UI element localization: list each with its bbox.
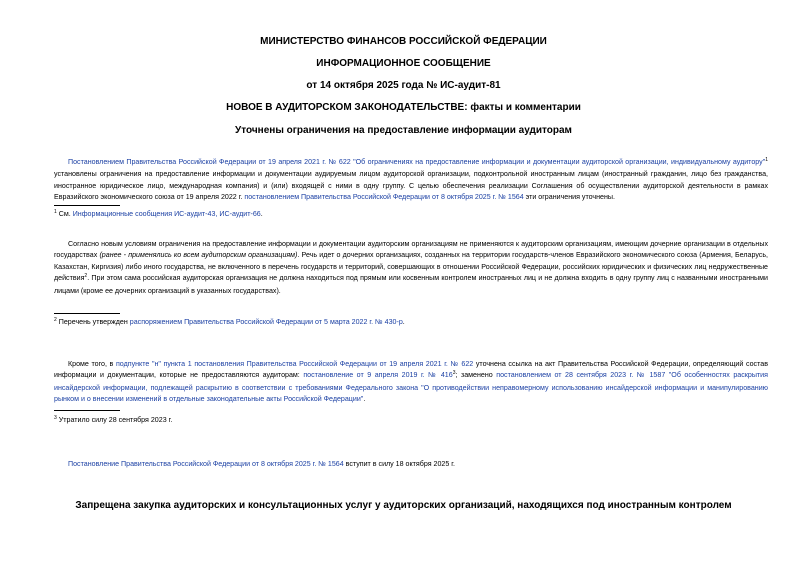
footnote-ref-2[interactable]: 2 <box>84 273 88 280</box>
paragraph-reference-update <box>54 359 768 406</box>
paragraph-text: . <box>363 395 366 404</box>
paragraph-text: эти ограничения уточнены. <box>523 193 615 202</box>
footnote-2 <box>54 317 405 328</box>
footnote-marker: 1 <box>54 209 57 215</box>
resolution-1564-effective-link[interactable]: Постановление Правительства Российской Федерации от 8 октября 2025 г. № 1564 <box>68 460 344 468</box>
footnote-text: Перечень утвержден <box>56 318 130 326</box>
footnote-text: . <box>260 210 263 218</box>
paragraph-text: Кроме того, в <box>68 360 116 368</box>
paragraph-text: ; заменено <box>455 371 497 380</box>
footnote-text: . <box>402 318 405 326</box>
paragraph-text: установлены ограничения на предоставление информации и документации аудируемым лицом аудиторской организации, подконтрольной иностранным лицам (иностранный гражданин, лицо без гражданства, иностранное юридическое лицо, международная компания) и (или) входящей с ними в одну группу. С целью обеспечения реализации Соглашения об осуществлении аудиторской деятельности в рамках Евразийского экономического союза от 19 апреля 2022 г. <box>54 170 768 202</box>
footnote-divider <box>54 205 120 206</box>
document-type: ИНФОРМАЦИОННОЕ СООБЩЕНИЕ <box>316 58 491 69</box>
paragraph-text: уточнена ссылка на акт Правительства Российской Федерации, определяющий состав информации и документации, которые не предоставляются аудиторам: <box>54 360 768 380</box>
footnote-text: См. <box>56 210 73 218</box>
paragraph-restrictions <box>54 157 768 204</box>
paragraph-text: . Речь идет о дочерних организациях, созданных на территории государств-членов Евразийского экономического союза (Армения, Беларусь, Казахстан, Киргизия) либо иного государства, не включенного в перечень государств и территорий, совершающих в отношении Российской Федерации, российских юридических и физических лиц недружественные действия <box>54 251 769 283</box>
footnote-marker: 3 <box>54 415 57 421</box>
ministry-heading: МИНИСТЕРСТВО ФИНАНСОВ РОССИЙСКОЙ ФЕДЕРАЦИИ <box>260 36 547 47</box>
footnote-ref-1[interactable]: 1 <box>765 157 768 163</box>
resolution-1564-link[interactable]: постановлением Правительства Российской Федерации от 8 октября 2025 г. № 1564 <box>244 193 524 202</box>
footnote-1 <box>54 209 263 220</box>
resolution-1587-link[interactable]: постановлением от 28 сентября 2023 г. № 1587 "Об особенностях раскрытия инсайдерской информации, подлежащей раскрытию в соответствии с требованиями Федерального закона "О противодействии неправомерному использованию инсайдерской информации и манипулированию рынком и о внесении изменений в отдельные законодательные акты Российской Федерации" <box>54 371 768 404</box>
paragraph-effective-date <box>54 459 768 470</box>
resolution-622-link[interactable]: Постановлением Правительства Российской Федерации от 19 апреля 2021 г. № 622 "Об ограничениях на предоставление информации и документации аудиторской организации, индивидуальному аудитору" <box>68 158 766 166</box>
document-subtitle: Уточнены ограничения на предоставление информации аудиторам <box>235 125 572 136</box>
info-messages-link[interactable]: Информационные сообщения ИС-аудит-43, ИС-аудит-66 <box>72 210 261 218</box>
paragraph-text: . При этом сама российская аудиторская организация не должна находиться под прямым или косвенным контролем иностранных лиц и не должна входить в одну группу лиц с названными иностранными лицами (кроме ее дочерних организаций в указанных государствах). <box>54 274 768 295</box>
paragraph-new-conditions <box>54 239 768 297</box>
order-430-link[interactable]: распоряжением Правительства Российской Федерации от 5 марта 2022 г. № 430-р <box>129 318 403 326</box>
footnote-marker: 2 <box>54 317 57 323</box>
paragraph-italic-note: (ранее - применялись ко всем аудиторским организациям) <box>99 251 298 260</box>
resolution-416-link[interactable]: постановление от 9 апреля 2019 г. № 416 <box>303 371 453 380</box>
paragraph-text: вступит в силу 18 октября 2025 г. <box>343 460 455 468</box>
footnote-3 <box>54 415 172 426</box>
footnote-divider <box>54 313 120 314</box>
document-title: НОВОЕ В АУДИТОРСКОМ ЗАКОНОДАТЕЛЬСТВЕ: факты и комментарии <box>226 102 581 113</box>
section-heading: Запрещена закупка аудиторских и консультационных услуг у аудиторских организаций, находящихся под иностранным контролем <box>75 500 732 511</box>
document-date-number: от 14 октября 2025 года № ИС-аудит-81 <box>306 80 501 91</box>
footnote-ref-3[interactable]: 3 <box>452 370 456 377</box>
footnote-divider <box>54 410 120 411</box>
paragraph-text: Согласно новым условиям ограничения на предоставление информации и документации аудиторским организациям не применяются к аудиторским организациям, имеющим дочерние организации в отдельных государствах <box>54 240 768 260</box>
footnote-text: Утратило силу 28 сентября 2023 г. <box>56 416 173 424</box>
subparagraph-n-link[interactable]: подпункте "н" пункта 1 постановления Правительства Российской Федерации от 19 апреля 2021 г. № 622 <box>115 360 474 368</box>
